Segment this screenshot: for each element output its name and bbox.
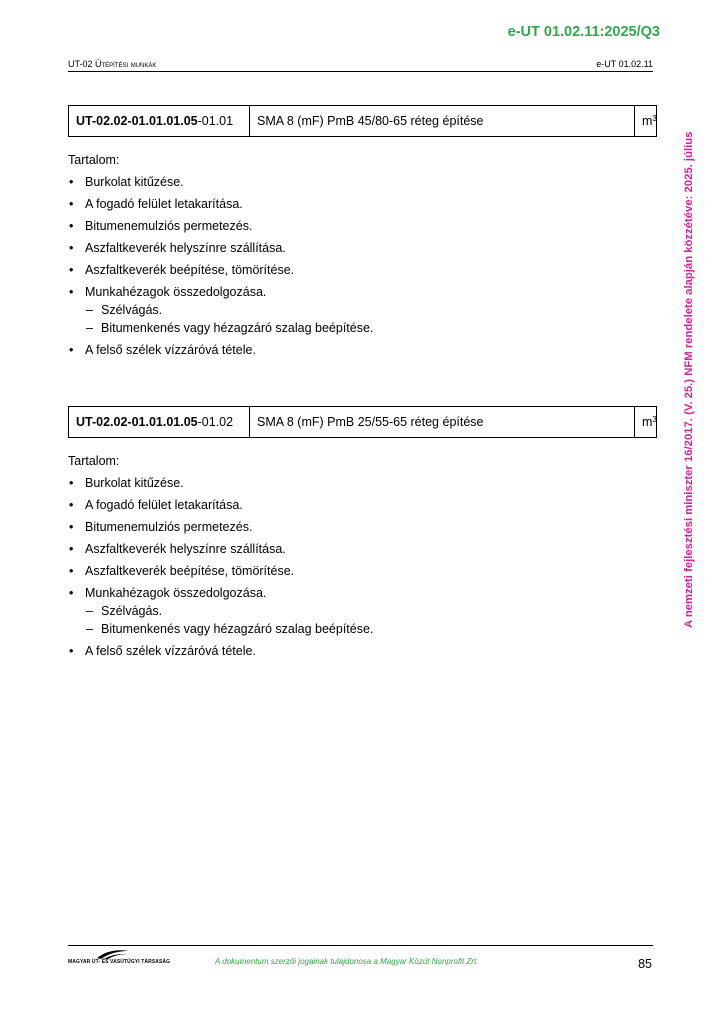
page-number: 85 (638, 957, 652, 971)
association-logo (68, 948, 171, 970)
list-item: • A fogadó felület letakarítása. (68, 498, 657, 512)
header-left (68, 59, 156, 69)
contents-list (68, 476, 657, 658)
footer-divider (68, 945, 653, 946)
item-description: SMA 8 (mF) PmB 25/55-65 réteg építése (250, 407, 635, 437)
sub-list-item: – Szélvágás. (85, 604, 657, 618)
item-unit: m (642, 114, 653, 128)
list-item (68, 586, 657, 636)
item-code-bold: UT-02.02-01.01.01.05 (76, 114, 198, 128)
item-unit-exponent: 3 (652, 113, 657, 123)
list-item: • A felső szélek vízzáróvá tétele. (68, 343, 657, 357)
item-code-cell (69, 106, 250, 136)
work-item-section (68, 105, 657, 357)
item-code-suffix: -01.02 (197, 415, 234, 429)
work-item-section (68, 406, 657, 658)
list-item: • Bitumenemulziós permetezés. (68, 520, 657, 534)
item-unit: m (642, 415, 653, 429)
side-publication-note: A nemzeti fejlesztési miniszter 16/2017. (V. 25.) NFM rendelete alapján közzétéve: 2025. július (683, 131, 695, 628)
item-unit-exponent: 3 (652, 414, 657, 424)
logo-text: MAGYAR ÚT- ÉS VASÚTÜGYI TÁRSASÁG (68, 959, 171, 965)
item-description: SMA 8 (mF) PmB 45/80-65 réteg építése (250, 106, 635, 136)
list-item-text: Munkahézagok összedolgozása. (85, 586, 267, 600)
sub-list-item: – Szélvágás. (85, 303, 657, 317)
list-item: • Aszfaltkeverék beépítése, tömörítése. (68, 564, 657, 578)
contents-label: Tartalom: (68, 454, 120, 468)
sub-list (85, 604, 657, 636)
header-right: e-UT 01.02.11 (596, 59, 653, 69)
sub-list-item: – Bitumenkenés vagy hézagzáró szalag beépítése. (85, 622, 657, 636)
item-code-bold: UT-02.02-01.01.01.05 (76, 415, 198, 429)
sub-list (85, 303, 657, 335)
item-code-cell (69, 407, 250, 437)
copyright-notice: A dokumentum szerzői jogainak tulajdonosa a Magyar Közút Nonprofit Zrt. (215, 957, 479, 966)
sub-list-item: – Bitumenkenés vagy hézagzáró szalag beépítése. (85, 321, 657, 335)
page-header (68, 59, 653, 72)
contents-label: Tartalom: (68, 153, 120, 167)
item-code-suffix: -01.01 (197, 114, 234, 128)
item-code-table (68, 406, 657, 438)
list-item-text: Munkahézagok összedolgozása. (85, 285, 267, 299)
list-item: • A felső szélek vízzáróvá tétele. (68, 644, 657, 658)
contents-list (68, 175, 657, 357)
item-unit-cell (635, 106, 664, 136)
list-item: • Aszfaltkeverék helyszínre szállítása. (68, 542, 657, 556)
list-item: • A fogadó felület letakarítása. (68, 197, 657, 211)
list-item (68, 285, 657, 335)
item-code-table (68, 105, 657, 137)
item-unit-cell (635, 407, 664, 437)
list-item: • Burkolat kitűzése. (68, 175, 657, 189)
list-item: • Burkolat kitűzése. (68, 476, 657, 490)
header-left-prefix: UT-02 (68, 59, 96, 69)
header-left-title: Útépítési munkák (95, 59, 157, 69)
list-item: • Aszfaltkeverék beépítése, tömörítése. (68, 263, 657, 277)
document-code: e-UT 01.02.11:2025/Q3 (507, 24, 660, 40)
list-item: • Aszfaltkeverék helyszínre szállítása. (68, 241, 657, 255)
list-item: • Bitumenemulziós permetezés. (68, 219, 657, 233)
